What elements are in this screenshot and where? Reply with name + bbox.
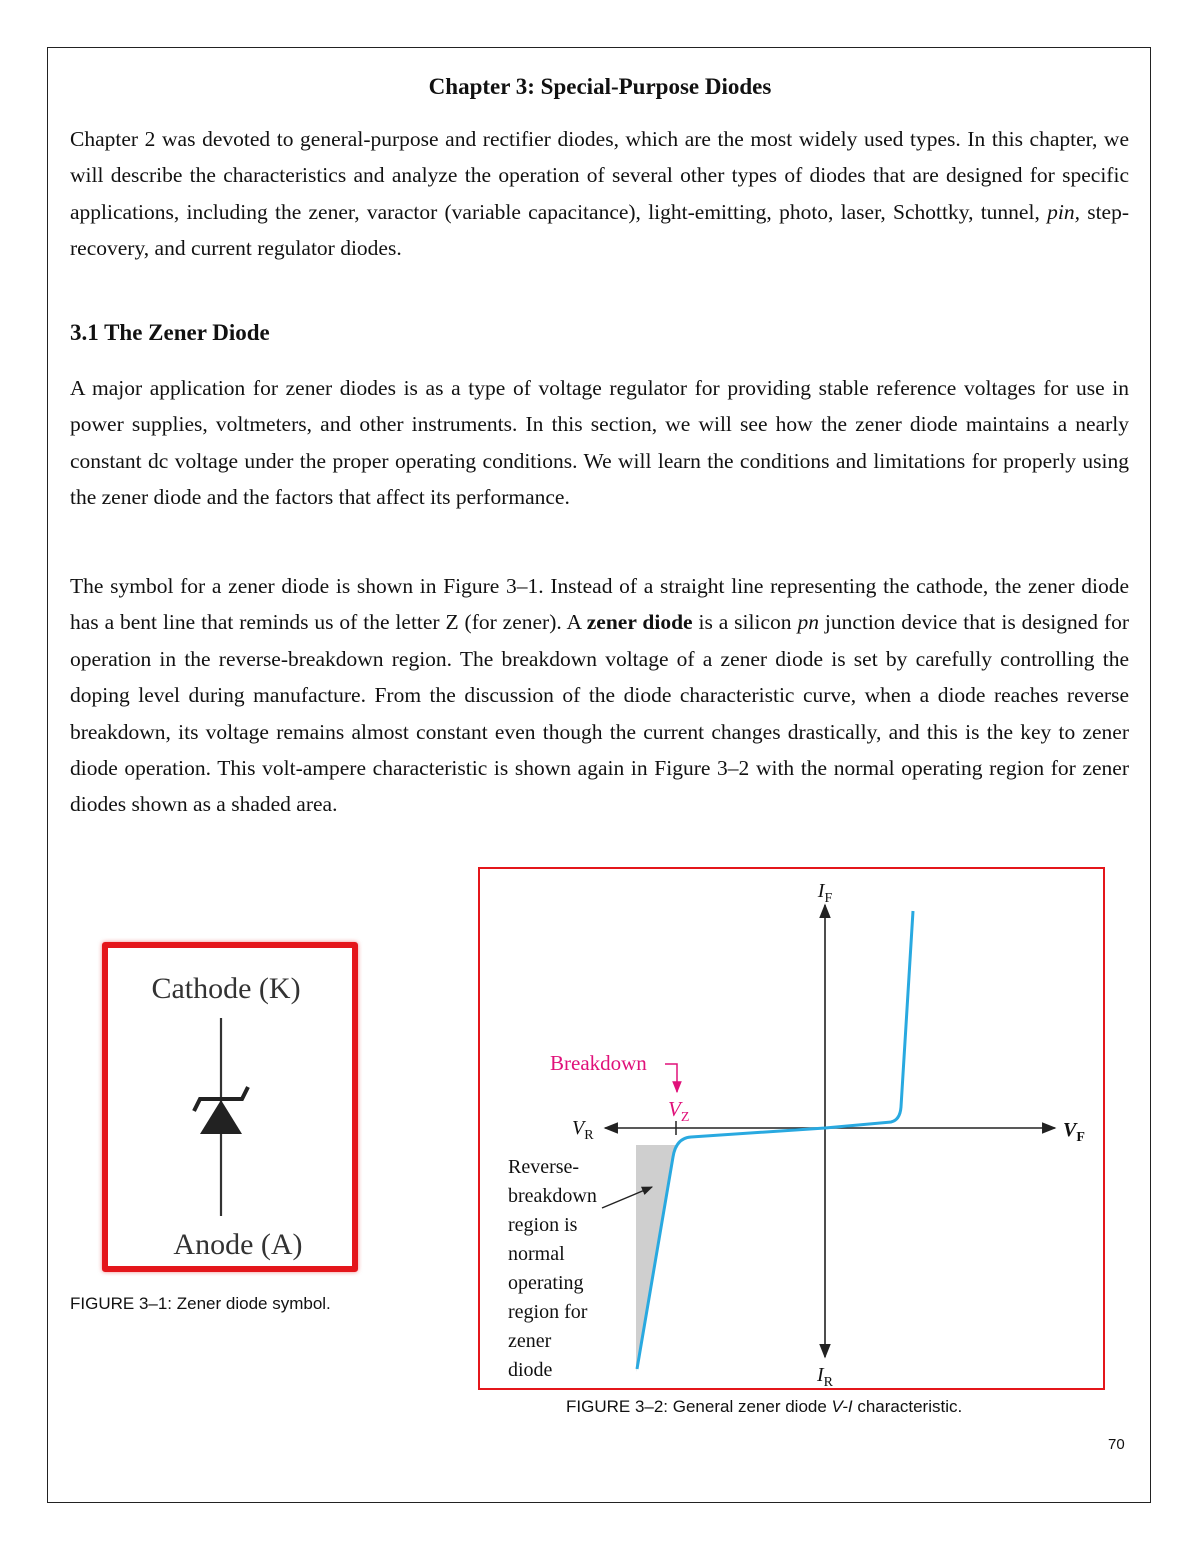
figure-zener-symbol — [102, 942, 358, 1272]
vz-main: V — [668, 1097, 681, 1121]
ir-label — [816, 1364, 834, 1388]
intro-text-end: step-recovery, and current regulator diodes. — [70, 199, 1130, 261]
p3-pn-italic: pn — [797, 610, 819, 635]
breakdown-label: Breakdown — [550, 1051, 647, 1075]
zener-symbol-paragraph — [70, 568, 1129, 823]
figure1-caption: FIGURE 3–1: Zener diode symbol. — [70, 1294, 331, 1313]
vf-label — [1063, 1119, 1085, 1145]
ir-sub: R — [823, 1375, 834, 1388]
vr-sub: R — [584, 1128, 594, 1143]
ir-main: I — [816, 1364, 824, 1386]
if-sub: F — [824, 891, 833, 906]
vz-label — [668, 1097, 689, 1125]
intro-paragraph — [70, 121, 1129, 267]
note-line-3: region is — [508, 1214, 578, 1236]
vi-characteristic-graphic — [480, 869, 1103, 1388]
anode-label: Anode (A) — [173, 1228, 303, 1261]
zener-application-paragraph: A major application for zener diodes is as a type of voltage regulator for providing stable reference voltages for use in power supplies, voltmeters, and other instruments. In this section, we will see how the zener diode maintains a nearly constant dc voltage under the proper operating conditions. We will learn the conditions and limitations for properly using the zener diode and the factors that affect its performance. — [70, 376, 1129, 510]
diode-triangle — [200, 1100, 242, 1134]
if-main: I — [817, 880, 825, 902]
vr-main: V — [572, 1117, 585, 1139]
note-line-7: zener — [508, 1330, 552, 1352]
p3-text-c: junction device that is designed for operation in the reverse-breakdown region. The breakdown voltage of a zener diode is set by carefully controlling the doping level during manufacture. From the discussion of the diode characteristic curve, when a diode reaches reverse breakdown, its voltage remains almost constant even though the current changes drastically, and this is the key to zener diode operation. This volt-ampere characteristic is shown again in Figure 3–2 with the normal operating region for zener diodes shown as a shaded area. — [70, 610, 1130, 817]
note-line-6: region for — [508, 1301, 588, 1323]
vf-main: V — [1063, 1119, 1077, 1141]
figure2-caption-vi: V-I — [831, 1397, 853, 1416]
figure-vi-characteristic — [478, 867, 1105, 1390]
p3-zener-diode-bold: zener diode — [586, 610, 693, 635]
note-line-5: operating — [508, 1272, 584, 1294]
p3-text-a: The symbol for a zener diode is shown in Figure 3–1. Instead of a straight line representing the cathode, the zener diode has a bent line that reminds us of the letter Z (for zener). A — [70, 574, 1129, 635]
if-label — [817, 880, 833, 906]
intro-text-start: Chapter 2 was devoted to general-purpose and rectifier diodes, which are the most widely used types. In this chapter, we will describe the characteristics and analyze the operation of several other types of diodes that are designed for specific applications, including the zener, varactor (variable capacitance), light-emitting, photo, laser, Schottky, tunnel, — [70, 127, 1129, 224]
breakdown-arrow — [665, 1064, 677, 1092]
figure2-caption-end: characteristic. — [852, 1397, 963, 1416]
reverse-breakdown-note — [508, 1156, 602, 1381]
zener-symbol-graphic — [108, 948, 352, 1266]
vi-curve — [637, 911, 913, 1369]
chapter-title: Chapter 3: Special-Purpose Diodes — [428, 74, 772, 99]
note-line-8: diode — [508, 1359, 553, 1381]
note-line-2: breakdown — [508, 1185, 597, 1207]
figure2-caption — [566, 1397, 962, 1417]
note-line-4: normal — [508, 1243, 565, 1265]
section-heading: 3.1 The Zener Diode — [70, 320, 270, 345]
note-line-1: Reverse- — [508, 1156, 580, 1178]
vz-sub: Z — [680, 1110, 690, 1125]
vf-sub: F — [1076, 1130, 1085, 1145]
figure2-caption-start: FIGURE 3–2: General zener diode — [566, 1397, 832, 1416]
cathode-label: Cathode (K) — [151, 972, 301, 1005]
intro-pin-italic: pin, — [1047, 199, 1080, 224]
vr-label — [572, 1117, 594, 1143]
page-number: 70 — [1108, 1436, 1125, 1453]
p3-text-b: is a silicon — [692, 610, 798, 635]
